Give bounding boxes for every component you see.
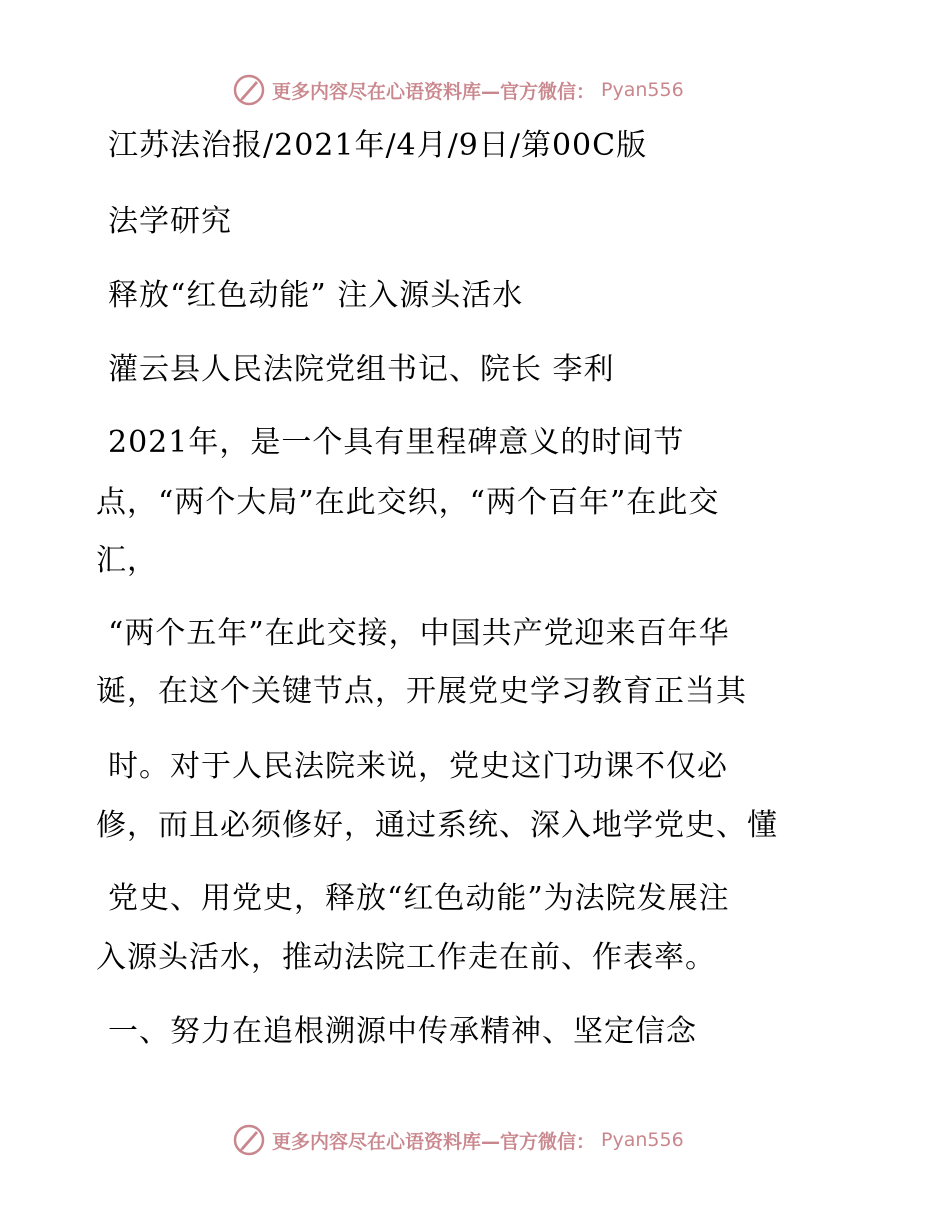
watermark-brand-text: 更多内容尽在心语资料库—官方微信： xyxy=(272,80,596,103)
watermark-banner-top xyxy=(232,72,684,108)
body-line: 2021年，是一个具有里程碑意义的时间节 xyxy=(108,425,685,460)
body-line: “两个五年”在此交接，中国共产党迎来百年华 xyxy=(108,616,730,651)
section-heading: 一、努力在追根溯源中传承精神、坚定信念 xyxy=(108,1014,697,1049)
article-title: 释放“红色动能” 注入源头活水 xyxy=(108,278,524,313)
quill-logo-icon xyxy=(232,73,266,107)
body-line: 汇， xyxy=(96,543,158,578)
body-line: 点，“两个大局”在此交织，“两个百年”在此交 xyxy=(96,485,720,520)
body-line: 党史、用党史，释放“红色动能”为法院发展注 xyxy=(108,881,730,916)
quill-logo-icon xyxy=(232,1123,266,1157)
body-line: 诞，在这个关键节点，开展党史学习教育正当其 xyxy=(96,674,747,709)
body-line: 修，而且必须修好，通过系统、深入地学党史、懂 xyxy=(96,808,778,843)
article-author: 灌云县人民法院党组书记、院长 李利 xyxy=(108,352,615,387)
article-source: 江苏法治报/2021年/4月/9日/第00C版 xyxy=(108,128,648,163)
watermark-account: Pyan556 xyxy=(601,1129,684,1151)
watermark-brand-text: 更多内容尽在心语资料库—官方微信： xyxy=(272,1130,596,1153)
body-line: 入源头活水，推动法院工作走在前、作表率。 xyxy=(96,940,716,975)
body-line: 时。对于人民法院来说，党史这门功课不仅必 xyxy=(108,749,728,784)
watermark-account: Pyan556 xyxy=(601,79,684,101)
watermark-banner-bottom xyxy=(232,1122,684,1158)
article-section: 法学研究 xyxy=(108,204,232,239)
